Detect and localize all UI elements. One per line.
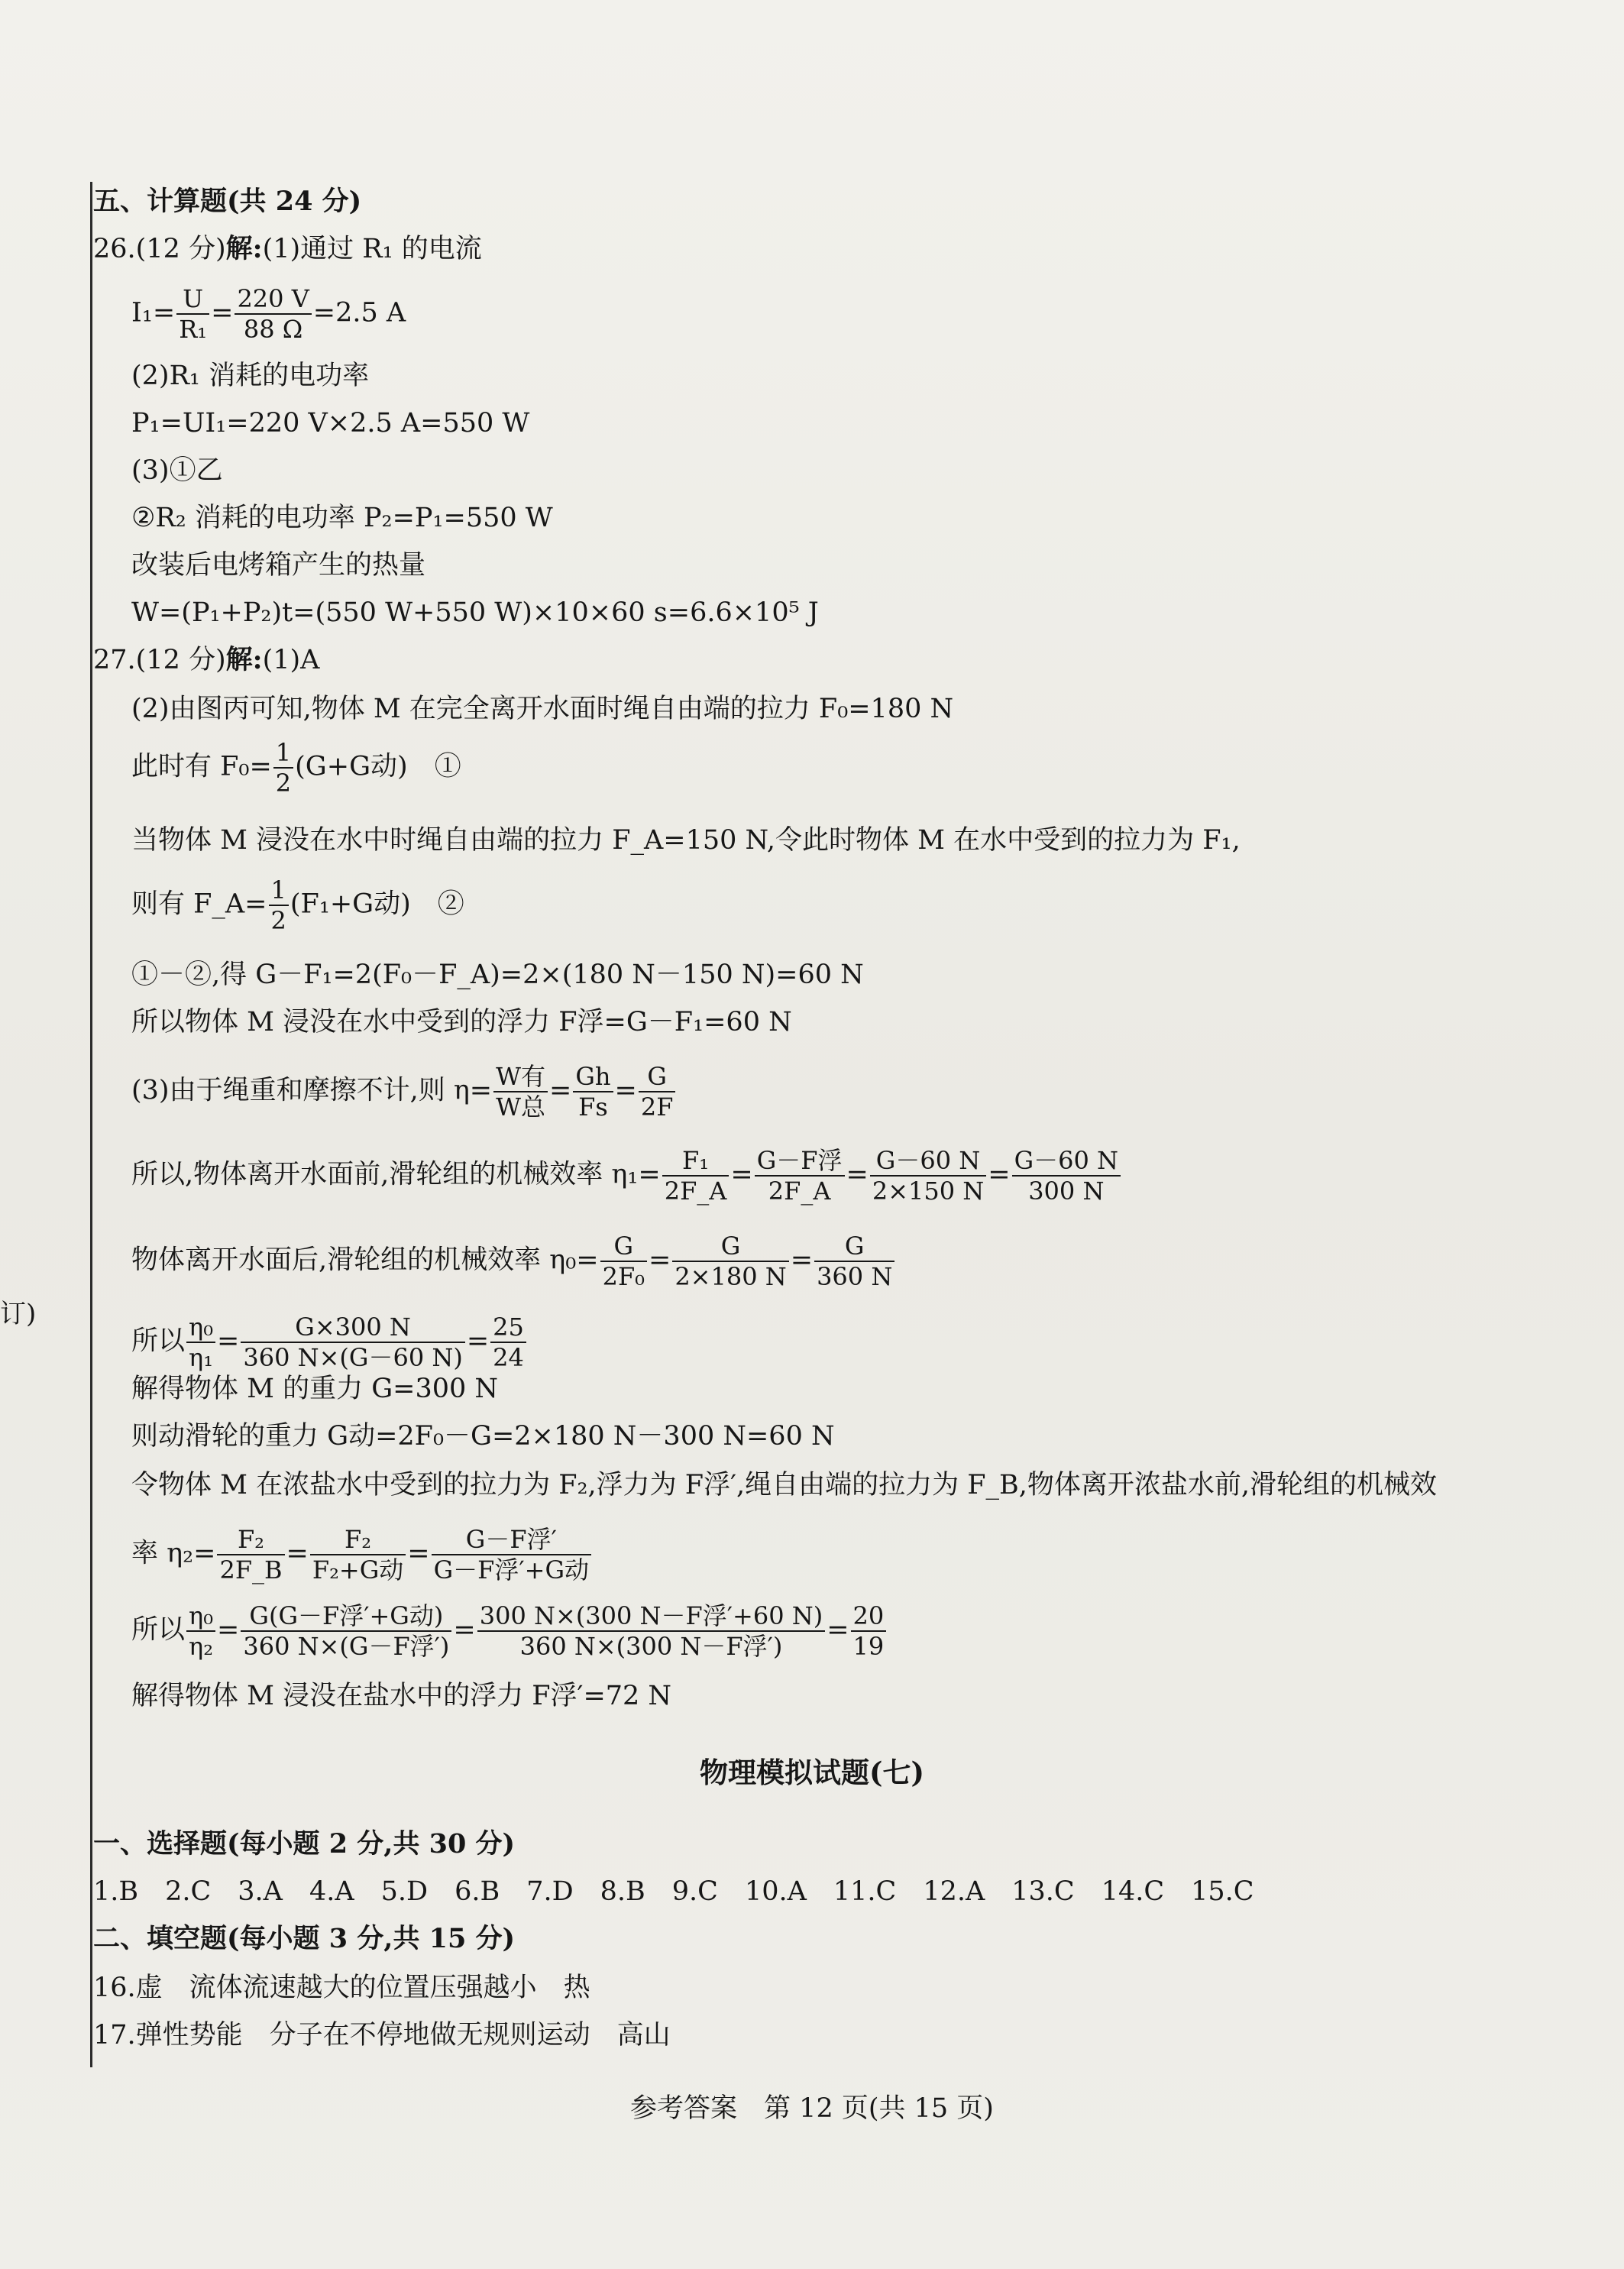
q26-p3-a: (3)①乙 bbox=[131, 455, 223, 486]
q26-heat-equation: W=(P₁+P₂)t=(550 W+550 W)×10×60 s=6.6×10⁵ J bbox=[131, 597, 819, 628]
fraction: $\frac{\text{η₀}}{\text{η₁}}$ bbox=[186, 1313, 215, 1372]
fraction: $\frac{\text{W有}}{\text{W总}}$ bbox=[493, 1062, 548, 1122]
fraction: $\frac{\text{F₂}}{\text{F₂+G动}}$ bbox=[310, 1525, 406, 1584]
q27-ratio2: 所以 $\frac{\text{η₀}}{\text{η₂}}$ = $\frac{\text{G(G－F浮′+G动)}}{\text{360 N×(G－F浮′)}}$ = $\frac{\text{300 N×(300 N－F浮′+60 N)}}{\text{360 N×(300 N－F浮′)}}$ = $\frac{20}{19}$ bbox=[131, 1601, 1624, 1661]
q26-p1-intro: (1)通过 R₁ 的电流 bbox=[262, 234, 482, 264]
q27-jie: 解: bbox=[225, 644, 263, 675]
q27-eta2: 率 η₂= $\frac{\text{F₂}}{2F\_B}$ = $\frac{\text{F₂}}{\text{F₂+G动}}$ = $\frac{\text{G－F浮′}}{\text{G－F浮′+G动}}$ bbox=[131, 1525, 1624, 1584]
q27-eq4: 所以物体 M 浸没在水中受到的浮力 F浮=G－F₁=60 N bbox=[131, 1007, 792, 1037]
choice-answers: 1.B 2.C 3.A 4.A 5.D 6.B 7.D 8.B 9.C 10.A 11.C 12.A 13.C 14.C 15.C bbox=[93, 1876, 1254, 1907]
q26-p2-equation: P₁=UI₁=220 V×2.5 A=550 W bbox=[131, 408, 530, 439]
fraction: $\frac{G}{\text{2F₀}}$ bbox=[600, 1232, 647, 1291]
section-header-choice: 一、选择题(每小题 2 分,共 30 分) bbox=[93, 1828, 516, 1860]
q27-gdong: 则动滑轮的重力 G动=2F₀－G=2×180 N－300 N=60 N bbox=[131, 1421, 835, 1452]
fraction: $\frac{1}{2}$ bbox=[269, 876, 289, 935]
q27-final: 解得物体 M 浸没在盐水中的浮力 F浮′=72 N bbox=[131, 1681, 672, 1711]
fraction: $\frac{1}{2}$ bbox=[273, 738, 293, 798]
fraction: $\frac{G}{360 N}$ bbox=[814, 1232, 894, 1291]
q26-p3-b: ②R₂ 消耗的电功率 P₂=P₁=550 W bbox=[131, 503, 553, 533]
section-header-fill: 二、填空题(每小题 3 分,共 15 分) bbox=[93, 1923, 516, 1954]
q26-line-1 bbox=[93, 232, 1590, 266]
q26-p3-c: 改装后电烤箱产生的热量 bbox=[131, 550, 426, 581]
page-footer: 参考答案 第 12 页(共 15 页) bbox=[630, 2093, 994, 2124]
q27-ratio1: 所以 $\frac{\text{η₀}}{\text{η₁}}$ = $\frac{G\times 300 N}{360 N\times(G-60 N)}$ = $\frac{25}{24}$ bbox=[131, 1313, 1624, 1372]
fraction: $\frac{G-60 N}{2\times 150 N}$ bbox=[870, 1146, 986, 1206]
q27-eta1: 所以,物体离开水面前,滑轮组的机械效率 η₁= $\frac{\text{F₁}}{2F\_A}$ = $\frac{\text{G－F浮}}{2F\_A}$ = $\frac{G-60 N}{2\times 150 N}$ = $\frac{G-60 N}{300 N}$ bbox=[131, 1146, 1624, 1206]
q27-line-1 bbox=[93, 643, 1590, 677]
exam-title: 物理模拟试题(七) bbox=[699, 1756, 924, 1789]
fraction: $\frac{U}{\text{R₁}}$ bbox=[176, 284, 209, 344]
q26-label: 26.(12 分) bbox=[93, 234, 226, 264]
q27-p1: (1)A bbox=[262, 645, 320, 675]
binding-edge-mark: 订) bbox=[0, 1299, 37, 1329]
fraction: $\frac{G\times 300 N}{360 N\times(G-60 N)}$ bbox=[241, 1313, 465, 1372]
section-header-calculation: 五、计算题(共 24 分) bbox=[93, 186, 362, 217]
q26-current-equation: I₁= $\frac{U}{\text{R₁}}$ = $\frac{220 V}{88 \Omega}$ =2.5 A bbox=[131, 284, 406, 344]
q26-jie: 解: bbox=[225, 233, 263, 264]
fill-answer-16: 16.虚 流体流速越大的位置压强越小 热 bbox=[93, 1973, 590, 2003]
fill-answer-17: 17.弹性势能 分子在不停地做无规则运动 高山 bbox=[93, 2020, 671, 2051]
fraction: $\frac{\text{G－F浮}}{2F\_A}$ bbox=[755, 1146, 845, 1206]
fraction: $\frac{25}{24}$ bbox=[490, 1313, 526, 1372]
q27-g-result: 解得物体 M 的重力 G=300 N bbox=[131, 1374, 499, 1404]
fraction: $\frac{\text{F₂}}{2F\_B}$ bbox=[217, 1525, 284, 1584]
fraction: $\frac{\text{G－F浮′}}{\text{G－F浮′+G动}}$ bbox=[432, 1525, 591, 1584]
q27-p2-intro: (2)由图丙可知,物体 M 在完全离开水面时绳自由端的拉力 F₀=180 N bbox=[131, 694, 954, 724]
q27-eq2: 则有 F_A= $\frac{1}{2}$ (F₁+G动) ② bbox=[131, 876, 464, 935]
fraction: $\frac{G-60 N}{300 N}$ bbox=[1012, 1146, 1121, 1206]
fraction: $\frac{Gh}{Fs}$ bbox=[573, 1062, 613, 1122]
fraction: $\frac{\text{G(G－F浮′+G动)}}{\text{360 N×(G－F浮′)}}$ bbox=[241, 1601, 451, 1661]
q27-eta0: 物体离开水面后,滑轮组的机械效率 η₀= $\frac{G}{\text{2F₀}}$ = $\frac{G}{2\times 180 N}$ = $\frac{G}{360 N}$ bbox=[131, 1232, 1624, 1291]
fraction: $\frac{220 V}{88 \Omega}$ bbox=[235, 284, 311, 344]
fraction: $\frac{G}{2\times 180 N}$ bbox=[672, 1232, 788, 1291]
q27-line-fa: 当物体 M 浸没在水中时绳自由端的拉力 F_A=150 N,令此时物体 M 在水中受到的拉力为 F₁, bbox=[131, 825, 1241, 856]
fraction: $\frac{\text{300 N×(300 N－F浮′+60 N)}}{\text{360 N×(300 N－F浮′)}}$ bbox=[477, 1601, 825, 1661]
fraction: $\frac{\text{F₁}}{2F\_A}$ bbox=[662, 1146, 730, 1206]
fraction: $\frac{G}{2F}$ bbox=[639, 1062, 676, 1122]
fraction: $\frac{\text{η₀}}{\text{η₂}}$ bbox=[186, 1601, 215, 1661]
q27-eq3: ①－②,得 G－F₁=2(F₀－F_A)=2×(180 N－150 N)=60 N bbox=[131, 960, 864, 990]
q27-brine: 令物体 M 在浓盐水中受到的拉力为 F₂,浮力为 F浮′,绳自由端的拉力为 F_B,物体离开浓盐水前,滑轮组的机械效 bbox=[131, 1470, 1438, 1500]
q27-eq1: 此时有 F₀= $\frac{1}{2}$ (G+G动) ① bbox=[131, 738, 461, 798]
q26-p2-intro: (2)R₁ 消耗的电功率 bbox=[131, 361, 370, 391]
fraction: $\frac{20}{19}$ bbox=[851, 1601, 887, 1661]
q27-p3-efficiency: (3)由于绳重和摩擦不计,则 η= $\frac{\text{W有}}{\text{W总}}$ = $\frac{Gh}{Fs}$ = $\frac{G}{2F}$ bbox=[131, 1062, 1624, 1122]
q27-label: 27.(12 分) bbox=[93, 645, 226, 675]
